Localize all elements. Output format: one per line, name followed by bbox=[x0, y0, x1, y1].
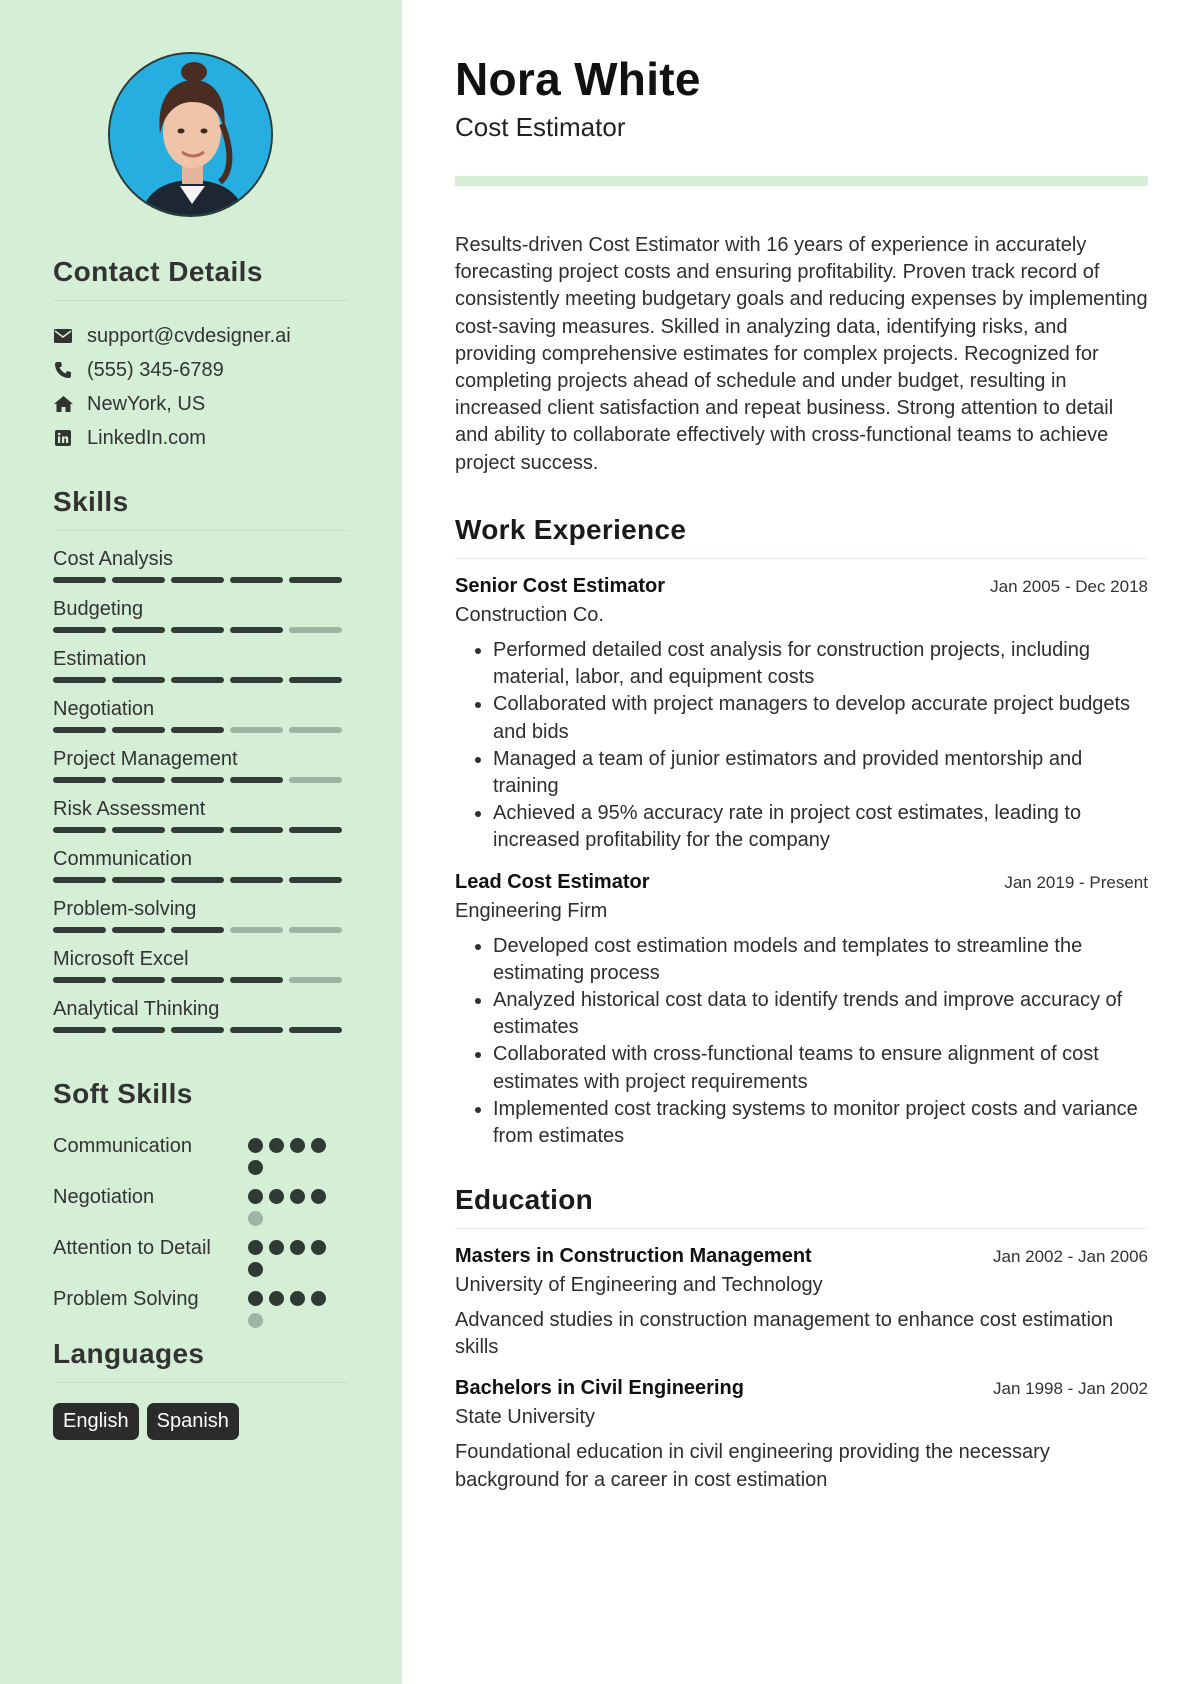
skill-level-segment bbox=[53, 827, 106, 833]
linkedin-text: LinkedIn.com bbox=[87, 426, 206, 449]
soft-skill-item bbox=[53, 1285, 348, 1328]
skill-level-segment bbox=[230, 927, 283, 933]
skill-level-bar bbox=[53, 627, 348, 633]
main-content bbox=[402, 0, 1200, 1684]
skill-name: Negotiation bbox=[53, 698, 155, 720]
skill-level-bar bbox=[53, 677, 348, 683]
job-company: Construction Co. bbox=[455, 604, 604, 626]
home-icon bbox=[53, 394, 73, 414]
skill-level-segment bbox=[230, 827, 283, 833]
skill-level-segment bbox=[289, 1027, 342, 1033]
contact-list bbox=[53, 319, 348, 455]
skill-level-segment bbox=[230, 677, 283, 683]
rating-dot bbox=[248, 1240, 263, 1255]
job-header bbox=[455, 575, 1148, 598]
soft-skills-section bbox=[53, 1078, 348, 1336]
job-bullets bbox=[455, 637, 1148, 855]
job-bullet: • Developed cost estimation models and templates to streamline the estimating process bbox=[493, 933, 1148, 987]
rating-dot bbox=[248, 1291, 263, 1306]
rating-dot bbox=[311, 1138, 326, 1153]
rating-dot bbox=[269, 1138, 284, 1153]
skills-heading: Skills bbox=[53, 486, 348, 531]
education-section bbox=[455, 1184, 1148, 1494]
skill-item bbox=[53, 997, 348, 1047]
rating-dot bbox=[290, 1291, 305, 1306]
skill-level-segment bbox=[112, 677, 165, 683]
skill-level-segment bbox=[230, 577, 283, 583]
rating-dot bbox=[248, 1211, 263, 1226]
skill-level-segment bbox=[171, 727, 224, 733]
education-heading: Education bbox=[455, 1184, 1148, 1229]
skill-level-bar bbox=[53, 927, 348, 933]
language-badge: English bbox=[53, 1403, 139, 1440]
work-experience-section bbox=[455, 514, 1148, 1150]
phone-text: (555) 345-6789 bbox=[87, 358, 224, 381]
education-description: Advanced studies in construction management to enhance cost estimation skills bbox=[455, 1309, 1114, 1359]
school-name: State University bbox=[455, 1406, 596, 1429]
email-text: support@cvdesigner.ai bbox=[87, 324, 291, 347]
skill-level-segment bbox=[171, 877, 224, 883]
skill-level-segment bbox=[112, 577, 165, 583]
skill-level-segment bbox=[289, 777, 342, 783]
skill-level-segment bbox=[112, 777, 165, 783]
rating-dot bbox=[269, 1240, 284, 1255]
skill-item bbox=[53, 897, 348, 947]
rating-dot bbox=[311, 1240, 326, 1255]
skill-level-segment bbox=[53, 977, 106, 983]
education-dates: Jan 1998 - Jan 2002 bbox=[992, 1379, 1148, 1399]
education-list bbox=[455, 1245, 1148, 1494]
skill-name: Estimation bbox=[53, 648, 147, 670]
soft-skill-name: Negotiation bbox=[53, 1186, 155, 1208]
soft-skill-rating bbox=[248, 1183, 338, 1226]
skill-level-segment bbox=[171, 927, 224, 933]
soft-skill-list bbox=[53, 1132, 348, 1328]
skill-level-bar bbox=[53, 777, 348, 783]
rating-dot bbox=[290, 1138, 305, 1153]
language-badge: Spanish bbox=[147, 1403, 239, 1440]
skill-level-segment bbox=[53, 1027, 106, 1033]
languages-section bbox=[53, 1338, 348, 1440]
rating-dot bbox=[311, 1291, 326, 1306]
school-name: University of Engineering and Technology bbox=[455, 1274, 823, 1296]
candidate-name: Nora White bbox=[455, 53, 701, 105]
job-title: Lead Cost Estimator bbox=[455, 870, 650, 893]
skill-level-segment bbox=[171, 827, 224, 833]
contact-heading: Contact Details bbox=[53, 256, 348, 301]
skill-name: Risk Assessment bbox=[53, 798, 206, 820]
skill-level-bar bbox=[53, 577, 348, 583]
job-bullet: • Performed detailed cost analysis for construction projects, including material, labor, and equipment costs bbox=[493, 637, 1148, 691]
education-dates: Jan 2002 - Jan 2006 bbox=[992, 1247, 1148, 1266]
language-list bbox=[53, 1403, 348, 1440]
skill-name: Budgeting bbox=[53, 598, 144, 620]
job-dates: Jan 2005 - Dec 2018 bbox=[990, 577, 1148, 596]
skill-level-segment bbox=[112, 627, 165, 633]
soft-skill-rating bbox=[248, 1132, 338, 1175]
phone-icon bbox=[53, 360, 73, 380]
rating-dot bbox=[248, 1262, 263, 1277]
skill-level-bar bbox=[53, 877, 348, 883]
job-entry bbox=[455, 871, 1148, 1151]
education-header bbox=[455, 1377, 1148, 1400]
job-header bbox=[455, 871, 1148, 894]
rating-dot bbox=[269, 1189, 284, 1204]
skill-level-segment bbox=[112, 727, 165, 733]
skill-level-segment bbox=[112, 1027, 165, 1033]
candidate-title: Cost Estimator bbox=[455, 112, 626, 142]
skill-name: Problem-solving bbox=[53, 898, 197, 920]
job-bullet: • Achieved a 95% accuracy rate in project cost estimates, leading to increased profitability for the company bbox=[493, 800, 1148, 854]
contact-location bbox=[53, 387, 348, 421]
job-bullets bbox=[455, 933, 1148, 1151]
soft-skill-item bbox=[53, 1132, 348, 1175]
rating-dot bbox=[311, 1189, 326, 1204]
skill-level-segment bbox=[289, 727, 342, 733]
soft-skill-rating bbox=[248, 1234, 338, 1277]
soft-skill-item bbox=[53, 1183, 348, 1226]
job-title: Senior Cost Estimator bbox=[455, 575, 666, 597]
skill-level-segment bbox=[112, 827, 165, 833]
skill-level-segment bbox=[53, 627, 106, 633]
skill-level-segment bbox=[230, 1027, 283, 1033]
skill-level-segment bbox=[289, 827, 342, 833]
languages-heading: Languages bbox=[53, 1338, 348, 1383]
skill-level-bar bbox=[53, 977, 348, 983]
skill-level-bar bbox=[53, 727, 348, 733]
job-bullet: • Collaborated with project managers to develop accurate project budgets and bids bbox=[493, 691, 1148, 745]
skill-level-segment bbox=[53, 927, 106, 933]
linkedin-icon bbox=[53, 428, 73, 448]
skill-item bbox=[53, 547, 348, 597]
profile-summary: Results-driven Cost Estimator with 16 years of experience in accurately forecasting project costs and ensuring profitability. Proven track record of consistently meeting budgetary goals and reducing expenses by implementing cost-saving measures. Skilled in analyzing data, identifying risks, and providing comprehensive estimates for complex projects. Recognized for completing projects ahead of schedule and under budget, resulting in increased client satisfaction and repeat business. Strong attention to detail and ability to collaborate effectively with cross-functional teams to achieve project success. bbox=[455, 234, 1148, 474]
profile-photo bbox=[110, 54, 273, 217]
rating-dot bbox=[290, 1240, 305, 1255]
skill-item bbox=[53, 747, 348, 797]
skill-level-segment bbox=[171, 777, 224, 783]
skill-level-segment bbox=[171, 677, 224, 683]
skill-item bbox=[53, 847, 348, 897]
skill-level-segment bbox=[171, 627, 224, 633]
degree-title: Masters in Construction Management bbox=[455, 1245, 812, 1267]
skill-level-segment bbox=[171, 1027, 224, 1033]
skill-name: Project Management bbox=[53, 748, 238, 770]
skills-section bbox=[53, 486, 348, 1047]
skill-level-segment bbox=[53, 727, 106, 733]
contact-linkedin[interactable] bbox=[53, 421, 348, 455]
skill-name: Microsoft Excel bbox=[53, 948, 189, 970]
skill-level-segment bbox=[230, 777, 283, 783]
skill-level-segment bbox=[289, 977, 342, 983]
contact-section bbox=[53, 256, 348, 455]
contact-email[interactable] bbox=[53, 319, 348, 353]
skill-level-bar bbox=[53, 827, 348, 833]
soft-skill-item bbox=[53, 1234, 348, 1277]
accent-divider bbox=[455, 176, 1148, 186]
skill-level-segment bbox=[289, 577, 342, 583]
skill-level-segment bbox=[112, 877, 165, 883]
skill-level-segment bbox=[53, 877, 106, 883]
job-dates: Jan 2019 - Present bbox=[1004, 872, 1148, 892]
skill-level-segment bbox=[171, 977, 224, 983]
skill-level-segment bbox=[289, 927, 342, 933]
skill-item bbox=[53, 647, 348, 697]
education-entry bbox=[455, 1377, 1148, 1493]
work-list bbox=[455, 575, 1148, 1150]
skill-item bbox=[53, 797, 348, 847]
envelope-icon bbox=[53, 326, 73, 346]
skill-level-segment bbox=[289, 877, 342, 883]
skill-item bbox=[53, 597, 348, 647]
degree-title: Bachelors in Civil Engineering bbox=[455, 1377, 744, 1400]
skill-name: Communication bbox=[53, 848, 192, 870]
job-bullet: • Collaborated with cross-functional teams to ensure alignment of cost estimates with project requirements bbox=[493, 1041, 1148, 1095]
rating-dot bbox=[290, 1189, 305, 1204]
avatar bbox=[108, 52, 273, 217]
skill-level-segment bbox=[230, 727, 283, 733]
sidebar bbox=[0, 0, 402, 1684]
rating-dot bbox=[248, 1189, 263, 1204]
job-bullet: • Managed a team of junior estimators and provided mentorship and training bbox=[493, 746, 1148, 800]
skill-name: Cost Analysis bbox=[53, 548, 174, 570]
skill-level-segment bbox=[230, 977, 283, 983]
education-header bbox=[455, 1245, 1148, 1268]
job-bullet: • Analyzed historical cost data to identify trends and improve accuracy of estimates bbox=[493, 987, 1148, 1041]
skill-level-segment bbox=[230, 877, 283, 883]
rating-dot bbox=[248, 1138, 263, 1153]
skill-level-segment bbox=[171, 577, 224, 583]
job-entry bbox=[455, 575, 1148, 855]
soft-skills-heading: Soft Skills bbox=[53, 1078, 193, 1109]
skill-level-segment bbox=[112, 927, 165, 933]
soft-skill-name: Problem Solving bbox=[53, 1288, 199, 1310]
location-text: NewYork, US bbox=[87, 392, 206, 415]
soft-skill-name: Communication bbox=[53, 1135, 192, 1157]
skill-level-segment bbox=[112, 977, 165, 983]
job-company: Engineering Firm bbox=[455, 899, 608, 922]
education-description: Foundational education in civil engineering providing the necessary background for a career in cost estimation bbox=[455, 1441, 1050, 1491]
skill-item bbox=[53, 697, 348, 747]
skill-level-segment bbox=[53, 677, 106, 683]
education-entry bbox=[455, 1245, 1148, 1361]
contact-phone[interactable] bbox=[53, 353, 348, 387]
skill-level-segment bbox=[289, 677, 342, 683]
rating-dot bbox=[269, 1291, 284, 1306]
work-experience-heading: Work Experience bbox=[455, 514, 1148, 559]
skill-level-bar bbox=[53, 1027, 348, 1033]
soft-skill-rating bbox=[248, 1285, 338, 1328]
soft-skill-name: Attention to Detail bbox=[53, 1237, 211, 1259]
job-bullet: • Implemented cost tracking systems to monitor project costs and variance from estimates bbox=[493, 1096, 1148, 1150]
skill-level-segment bbox=[230, 627, 283, 633]
rating-dot bbox=[248, 1313, 263, 1328]
skill-item bbox=[53, 947, 348, 997]
skill-level-segment bbox=[289, 627, 342, 633]
skill-level-segment bbox=[53, 777, 106, 783]
skill-list bbox=[53, 547, 348, 1047]
rating-dot bbox=[248, 1160, 263, 1175]
skill-level-segment bbox=[53, 577, 106, 583]
skill-name: Analytical Thinking bbox=[53, 998, 220, 1020]
